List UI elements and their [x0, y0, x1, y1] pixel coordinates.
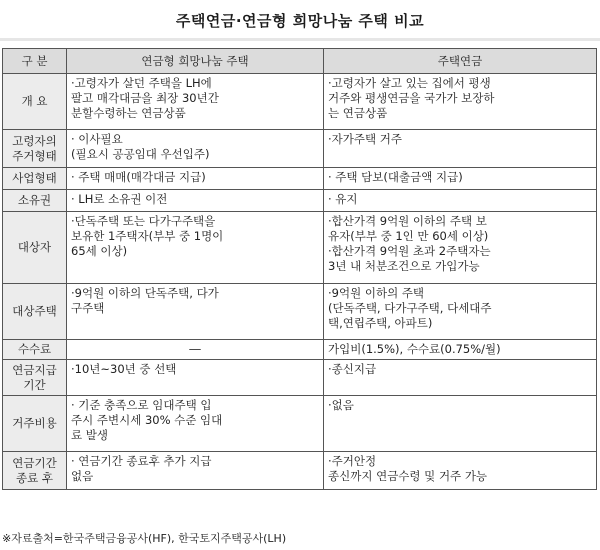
cell-text-line: ·자가주택 거주: [328, 132, 402, 146]
cell-hope-sharing-housing: [67, 340, 324, 360]
row-label-line: 기간: [23, 377, 46, 392]
cell-text-line: 가입비(1.5%), 수수료(0.75%/월): [328, 342, 501, 356]
cell-housing-pension: [324, 396, 597, 452]
cell-text-line: 팔고 매각대금을 최장 30년간: [71, 91, 219, 105]
row-label: [3, 284, 67, 340]
cell-text-line: ·합산가격 9억원 이하의 주택 보: [328, 214, 487, 228]
cell-hope-sharing-housing: [67, 396, 324, 452]
table-header-row: [3, 49, 597, 74]
header-housing-pension: 주택연금: [324, 49, 597, 74]
cell-text-line: · 주택 매매(매각대금 지급): [71, 170, 206, 184]
cell-housing-pension: [324, 452, 597, 490]
source-note: ※자료출처=한국주택금융공사(HF), 한국토지주택공사(LH): [2, 532, 287, 545]
cell-text-line: ·단독주택 또는 다가구주택을: [71, 214, 216, 228]
table-row: [3, 130, 597, 168]
cell-text-line: (단독주택, 다가구주택, 다세대주: [328, 301, 492, 315]
cell-housing-pension: [324, 74, 597, 130]
table-row: [3, 452, 597, 490]
cell-text-line: ·고령자가 살던 주택을 LH에: [71, 76, 212, 90]
cell-text-line: 구주택: [71, 301, 105, 315]
cell-text-line: · 이사필요: [71, 132, 123, 146]
cell-text-line: 종신까지 연금수령 및 거주 가능: [328, 469, 488, 483]
row-label-line: 수수료: [17, 342, 52, 356]
cell-text-line: ·9억원 이하의 주택: [328, 286, 425, 300]
cell-housing-pension: [324, 168, 597, 190]
cell-text-line: · 기준 충족으로 임대주택 입: [71, 398, 212, 412]
cell-text-line: · 연금기간 종료후 추가 지급: [71, 454, 212, 468]
cell-text-line: (필요시 공공임대 우선입주): [71, 147, 210, 161]
cell-text-line: ·없음: [328, 398, 354, 412]
table-row: [3, 340, 597, 360]
row-label: [3, 190, 67, 212]
cell-text-line: 65세 이상): [71, 244, 128, 258]
row-label: [3, 340, 67, 360]
row-label-line: 주거형태: [12, 148, 57, 163]
cell-hope-sharing-housing: [67, 168, 324, 190]
cell-hope-sharing-housing: [67, 190, 324, 212]
row-label-line: 연금지급: [12, 362, 57, 377]
row-label: [3, 360, 67, 396]
row-label: [3, 130, 67, 168]
cell-text-line: ·9억원 이하의 단독주택, 다가: [71, 286, 219, 300]
table-row: [3, 284, 597, 340]
cell-text-line: 보유한 1주택자(부부 중 1명이: [71, 229, 224, 243]
cell-text-line: ·종신지급: [328, 362, 377, 376]
cell-text-line: 없음: [71, 469, 94, 483]
row-label: [3, 168, 67, 190]
row-label: [3, 74, 67, 130]
table-row: [3, 360, 597, 396]
cell-text-line: 료 발생: [71, 428, 108, 442]
row-label: [3, 396, 67, 452]
cell-housing-pension: [324, 130, 597, 168]
row-label: [3, 452, 67, 490]
cell-text-line: 주시 주변시세 30% 수준 임대: [71, 413, 223, 427]
cell-text-line: · 유지: [328, 192, 358, 206]
cell-text-line: ·10년~30년 중 선택: [71, 362, 177, 376]
table-row: [3, 74, 597, 130]
row-label-line: 소유권: [17, 193, 52, 207]
cell-text-line: 유자(부부 중 1인 만 60세 이상): [328, 229, 489, 243]
row-label-line: 개 요: [21, 94, 48, 108]
cell-housing-pension: [324, 340, 597, 360]
cell-hope-sharing-housing: [67, 284, 324, 340]
title-divider: [0, 38, 600, 41]
cell-hope-sharing-housing: [67, 74, 324, 130]
cell-text-line: 는 연금상품: [328, 106, 388, 120]
cell-hope-sharing-housing: [67, 212, 324, 284]
comparison-table: [2, 48, 597, 490]
row-label-line: 거주비용: [12, 416, 57, 430]
row-label-line: 대상자: [17, 240, 52, 254]
cell-text-line: 분할수령하는 연금상품: [71, 106, 186, 120]
cell-text-line: · LH로 소유권 이전: [71, 192, 168, 206]
cell-hope-sharing-housing: [67, 452, 324, 490]
table-row: [3, 212, 597, 284]
row-label-line: 고령자의: [12, 133, 57, 148]
cell-hope-sharing-housing: [67, 130, 324, 168]
cell-housing-pension: [324, 190, 597, 212]
cell-text-line: ·고령자가 살고 있는 집에서 평생: [328, 76, 491, 90]
row-label-line: 종료 후: [16, 470, 53, 485]
cell-hope-sharing-housing: [67, 360, 324, 396]
cell-housing-pension: [324, 212, 597, 284]
header-hope-sharing-housing: 연금형 희망나눔 주택: [67, 49, 324, 74]
row-label-line: 연금기간: [12, 455, 57, 470]
row-label-line: 사업형태: [12, 171, 57, 185]
page-title: 주택연금·연금형 희망나눔 주택 비교: [175, 11, 425, 30]
cell-text-line: 3년 내 처분조건으로 가입가능: [328, 259, 480, 273]
cell-text-line: 택,연립주택, 아파트): [328, 316, 433, 330]
cell-text-line: · 주택 담보(대출금액 지급): [328, 170, 463, 184]
cell-text-line: ―: [189, 342, 201, 356]
row-label-line: 대상주택: [12, 304, 57, 318]
table-row: [3, 168, 597, 190]
cell-housing-pension: [324, 284, 597, 340]
table-row: [3, 190, 597, 212]
table-row: [3, 396, 597, 452]
cell-text-line: 거주와 평생연금을 국가가 보장하: [328, 91, 495, 105]
cell-text-line: ·합산가격 9억원 초과 2주택자는: [328, 244, 491, 258]
row-label: [3, 212, 67, 284]
cell-housing-pension: [324, 360, 597, 396]
header-category: 구 분: [3, 49, 67, 74]
cell-text-line: ·주거안정: [328, 454, 377, 468]
